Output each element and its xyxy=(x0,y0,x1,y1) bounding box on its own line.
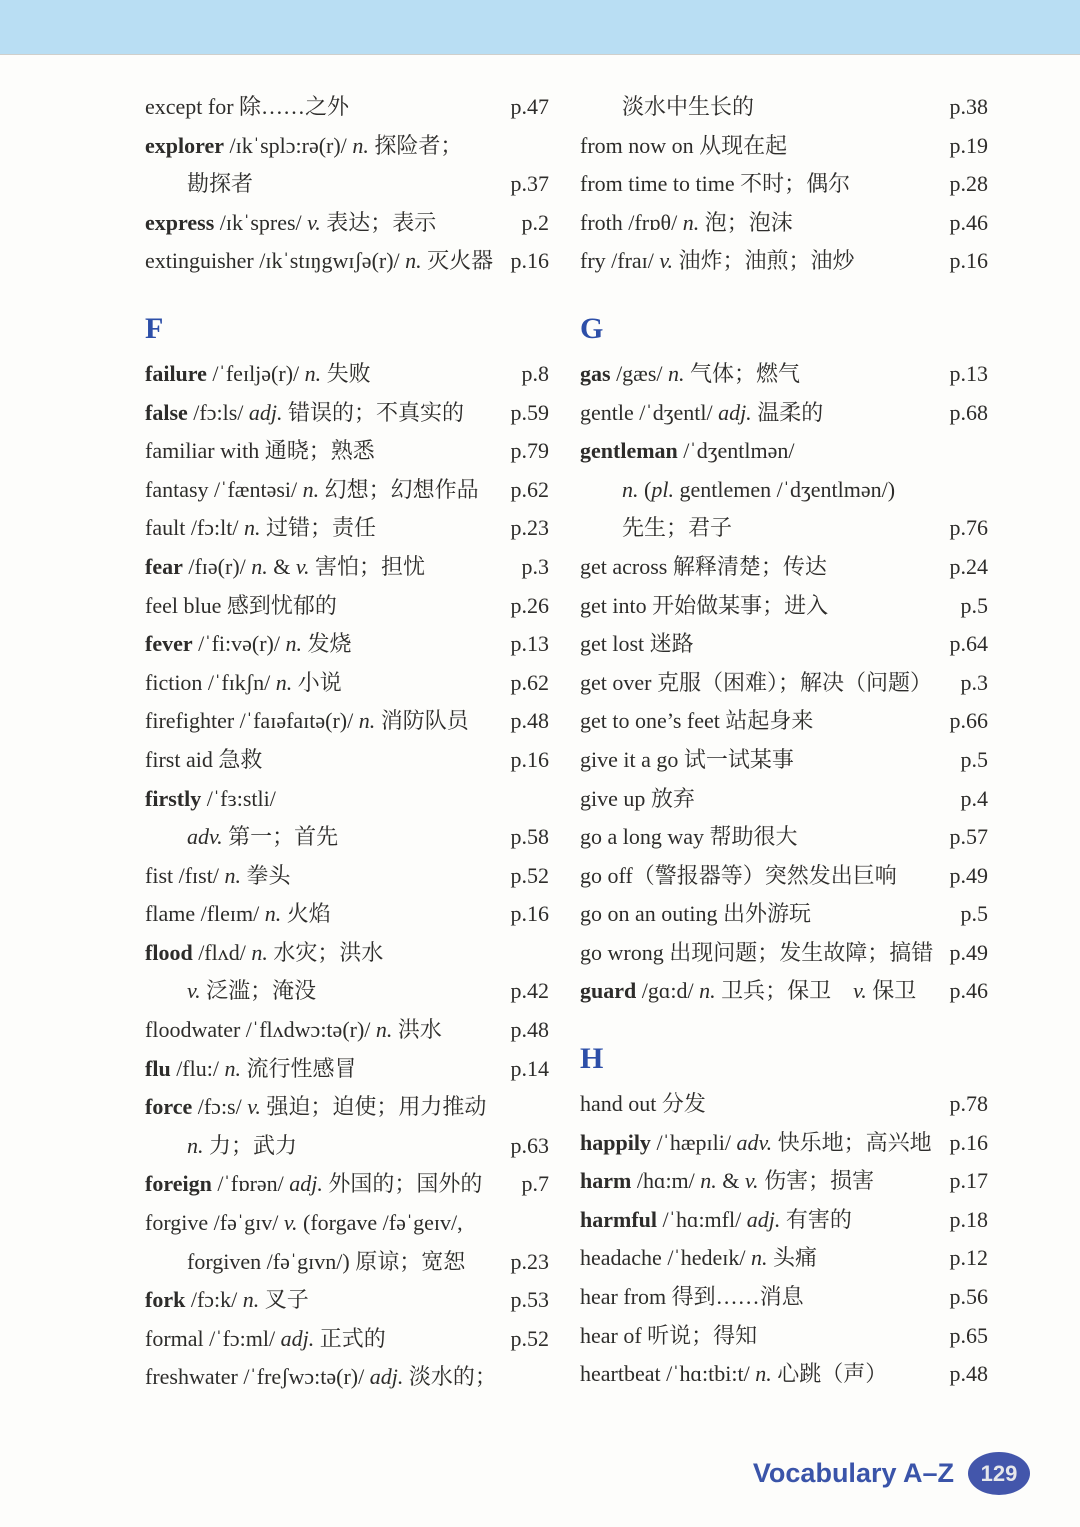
entry-text: gentle /ˈdʒentl/ adj. 温柔的 xyxy=(580,399,824,425)
page-reference: p.12 xyxy=(949,1245,988,1271)
entry-text: familiar with 通晓；熟悉 xyxy=(145,438,375,464)
entry-text: force /fɔ:s/ v. 强迫；迫使；用力推动 xyxy=(145,1094,487,1120)
vocab-entry xyxy=(145,394,549,433)
page-reference: p.16 xyxy=(510,248,549,274)
page-reference: p.62 xyxy=(510,476,549,502)
vocab-entry xyxy=(580,1239,988,1278)
vocab-entry xyxy=(580,127,988,166)
vocab-entry xyxy=(580,471,988,510)
page-reference: p.3 xyxy=(960,669,988,695)
page-footer xyxy=(753,1452,1030,1495)
vocab-entry xyxy=(145,1281,549,1320)
page-reference: p.48 xyxy=(510,1017,549,1043)
entry-text: go a long way 帮助很大 xyxy=(580,824,798,850)
vocab-entry xyxy=(145,780,549,819)
vocab-entry xyxy=(145,972,549,1011)
page-reference: p.76 xyxy=(949,515,988,541)
page-reference: p.16 xyxy=(949,1129,988,1155)
vocab-entry xyxy=(580,857,988,896)
vocab-entry xyxy=(145,587,549,626)
vocab-entry xyxy=(145,664,549,703)
page-reference: p.66 xyxy=(949,708,988,734)
vocab-entry xyxy=(145,127,549,166)
page-reference: p.13 xyxy=(510,631,549,657)
vocab-entry xyxy=(145,934,549,973)
entry-text: froth /frɒθ/ n. 泡；泡沫 xyxy=(580,209,793,235)
vocab-entry xyxy=(580,165,988,204)
page-reference: p.17 xyxy=(949,1168,988,1194)
entry-text: failure /ˈfeɪljə(r)/ n. 失败 xyxy=(145,360,371,386)
page-reference: p.42 xyxy=(510,978,549,1004)
page-reference: p.49 xyxy=(949,939,988,965)
vocab-entry xyxy=(145,88,549,127)
page-reference: p.16 xyxy=(949,248,988,274)
page-reference: p.7 xyxy=(521,1171,549,1197)
page-reference: p.53 xyxy=(510,1287,549,1313)
entry-text: explorer /ɪkˈsplɔ:rə(r)/ n. 探险者； xyxy=(145,132,463,158)
entry-text: 勘探者 xyxy=(187,171,254,197)
page-reference: p.62 xyxy=(510,669,549,695)
entry-text: from now on 从现在起 xyxy=(580,132,788,158)
vocab-entry xyxy=(145,895,549,934)
entry-text: n. (pl. gentlemen /ˈdʒentlmən/) xyxy=(622,476,896,502)
vocab-entry xyxy=(580,1201,988,1240)
vocab-entry xyxy=(580,355,988,394)
page-reference: p.24 xyxy=(949,553,988,579)
vocab-entry xyxy=(580,1278,988,1317)
entry-text: fantasy /ˈfæntəsi/ n. 幻想；幻想作品 xyxy=(145,476,479,502)
vocab-entry xyxy=(145,1088,549,1127)
entry-text: hear from 得到……消息 xyxy=(580,1284,804,1310)
entry-text: harm /hɑ:m/ n. & v. 伤害；损害 xyxy=(580,1168,875,1194)
page-reference: p.59 xyxy=(510,399,549,425)
page-reference: p.58 xyxy=(510,824,549,850)
footer-section-title: Vocabulary A–Z xyxy=(752,1458,954,1488)
page-reference: p.48 xyxy=(949,1361,988,1387)
entry-text: floodwater /ˈflʌdwɔ:tə(r)/ n. 洪水 xyxy=(145,1017,442,1043)
vocab-entry xyxy=(580,394,988,433)
vocab-entry xyxy=(145,1050,549,1089)
page-reference: p.13 xyxy=(949,360,988,386)
vocab-entry xyxy=(580,895,988,934)
vocab-entry xyxy=(580,204,988,243)
entry-text: happily /ˈhæpɪli/ adv. 快乐地；高兴地 xyxy=(580,1129,932,1155)
vocab-entry xyxy=(145,1165,549,1204)
vocab-entry xyxy=(580,242,988,281)
page-reference: p.56 xyxy=(949,1284,988,1310)
entry-text: harmful /ˈhɑ:mfl/ adj. 有害的 xyxy=(580,1206,852,1232)
entry-text: go on an outing 出外游玩 xyxy=(580,901,811,927)
page-top-band xyxy=(0,0,1080,55)
vocab-entry xyxy=(145,1127,549,1166)
vocab-entry xyxy=(580,1317,988,1356)
page-reference: p.16 xyxy=(510,901,549,927)
vocab-entry xyxy=(580,1355,988,1394)
entry-text: formal /ˈfɔ:ml/ adj. 正式的 xyxy=(145,1325,386,1351)
entry-text: get across 解释清楚；传达 xyxy=(580,553,827,579)
page-reference: p.37 xyxy=(510,171,549,197)
page-reference: p.3 xyxy=(521,553,549,579)
vocab-entry xyxy=(580,972,988,1011)
section-letter-F: F xyxy=(145,311,164,345)
page-reference: p.52 xyxy=(510,862,549,888)
entry-text: fiction /ˈfɪkʃn/ n. 小说 xyxy=(145,669,342,695)
page-reference: p.4 xyxy=(960,785,988,811)
page-reference: p.8 xyxy=(521,360,549,386)
entry-text: get over 克服（困难）；解决（问题） xyxy=(580,669,932,695)
entry-text: gas /gæs/ n. 气体；燃气 xyxy=(580,360,801,386)
entry-text: get to one’s feet 站起身来 xyxy=(580,708,814,734)
page-reference: p.79 xyxy=(510,438,549,464)
vocab-column-left xyxy=(145,88,549,1397)
entry-text: fear /fɪə(r)/ n. & v. 害怕；担忧 xyxy=(145,553,426,579)
entry-text: go off（警报器等）突然发出巨响 xyxy=(580,862,897,888)
entry-text: firstly /ˈfɜ:stli/ xyxy=(145,785,276,811)
entry-text: forgive /fəˈgɪv/ v. (forgave /fəˈgeɪv/, xyxy=(145,1210,463,1236)
entry-text: flood /flʌd/ n. 水灾；洪水 xyxy=(145,939,384,965)
entry-text: except for 除……之外 xyxy=(145,94,350,119)
section-letter-H: H xyxy=(580,1042,604,1076)
vocab-column-right xyxy=(580,88,988,1394)
vocab-entry xyxy=(145,625,549,664)
vocab-entry xyxy=(580,432,988,471)
entry-text: from time to time 不时；偶尔 xyxy=(580,171,851,197)
vocab-entry xyxy=(145,471,549,510)
entry-text: firefighter /ˈfaɪəfaɪtə(r)/ n. 消防队员 xyxy=(145,708,469,734)
vocab-entry xyxy=(580,88,988,127)
entry-text: feel blue 感到忧郁的 xyxy=(145,592,337,618)
entry-text: express /ɪkˈspres/ v. 表达；表示 xyxy=(145,209,437,235)
page-reference: p.26 xyxy=(510,592,549,618)
page-reference: p.2 xyxy=(521,209,549,235)
vocab-entry xyxy=(145,165,549,204)
entry-text: fry /fraɪ/ v. 油炸；油煎；油炒 xyxy=(580,248,855,274)
entry-text: flu /flu:/ n. 流行性感冒 xyxy=(145,1055,357,1081)
page-reference: p.47 xyxy=(510,94,549,119)
entry-text: 先生；君子 xyxy=(622,515,733,541)
vocab-entry xyxy=(580,1162,988,1201)
entry-text: v. 泛滥；淹没 xyxy=(187,978,317,1004)
entry-text: 淡水中生长的 xyxy=(622,94,755,119)
entry-text: fever /ˈfi:və(r)/ n. 发烧 xyxy=(145,631,352,657)
vocab-entry xyxy=(145,1011,549,1050)
page-number-badge: 129 xyxy=(968,1452,1030,1495)
entry-text: get lost 迷路 xyxy=(580,631,694,657)
page-reference: p.46 xyxy=(949,209,988,235)
vocab-entry xyxy=(580,780,988,819)
page-reference: p.19 xyxy=(949,132,988,158)
vocab-entry xyxy=(145,702,549,741)
page-reference: p.23 xyxy=(510,515,549,541)
entry-text: foreign /ˈfɒrən/ adj. 外国的；国外的 xyxy=(145,1171,483,1197)
vocab-entry xyxy=(145,548,549,587)
entry-text: adv. 第一；首先 xyxy=(187,824,339,850)
page-reference: p.14 xyxy=(510,1055,549,1081)
section-letter-G: G xyxy=(580,311,604,345)
vocab-entry xyxy=(145,1358,549,1397)
entry-text: give up 放弃 xyxy=(580,785,695,811)
vocab-entry xyxy=(145,1320,549,1359)
vocab-entry xyxy=(145,857,549,896)
vocab-entry xyxy=(580,587,988,626)
entry-text: flame /fleɪm/ n. 火焰 xyxy=(145,901,331,927)
page-reference: p.64 xyxy=(949,631,988,657)
vocab-entry xyxy=(580,934,988,973)
page-reference: p.63 xyxy=(510,1132,549,1158)
page-reference: p.38 xyxy=(949,94,988,119)
entry-text: headache /ˈhedeɪk/ n. 头痛 xyxy=(580,1245,818,1271)
page-reference: p.5 xyxy=(960,592,988,618)
vocab-entry xyxy=(580,1085,988,1124)
entry-text: false /fɔ:ls/ adj. 错误的；不真实的 xyxy=(145,399,465,425)
vocab-entry xyxy=(580,509,988,548)
page-reference: p.16 xyxy=(510,746,549,772)
entry-text: hand out 分发 xyxy=(580,1091,706,1117)
page-reference: p.65 xyxy=(949,1322,988,1348)
entry-text: gentleman /ˈdʒentlmən/ xyxy=(580,438,795,464)
page-reference: p.57 xyxy=(949,824,988,850)
vocab-entry xyxy=(145,242,549,281)
vocab-entry xyxy=(145,1204,549,1243)
entry-text: heartbeat /ˈhɑ:tbi:t/ n. 心跳（声） xyxy=(580,1361,888,1387)
page-reference: p.18 xyxy=(949,1206,988,1232)
vocab-entry xyxy=(580,818,988,857)
vocab-entry xyxy=(580,664,988,703)
entry-text: fault /fɔ:lt/ n. 过错；责任 xyxy=(145,515,376,541)
entry-text: extinguisher /ɪkˈstɪŋgwɪʃə(r)/ n. 灭火器 xyxy=(145,248,494,274)
page-reference: p.52 xyxy=(510,1325,549,1351)
vocab-entry xyxy=(145,741,549,780)
vocab-entry xyxy=(145,204,549,243)
page-reference: p.68 xyxy=(949,399,988,425)
entry-text: get into 开始做某事；进入 xyxy=(580,592,829,618)
entry-text: go wrong 出现问题；发生故障；搞错 xyxy=(580,939,934,965)
page-reference: p.48 xyxy=(510,708,549,734)
vocab-entry xyxy=(580,1124,988,1163)
vocab-entry xyxy=(580,702,988,741)
vocab-entry xyxy=(580,741,988,780)
entry-text: hear of 听说；得知 xyxy=(580,1322,758,1348)
entry-text: give it a go 试一试某事 xyxy=(580,746,794,772)
page-reference: p.46 xyxy=(949,978,988,1004)
entry-text: fist /fɪst/ n. 拳头 xyxy=(145,862,291,888)
vocab-entry xyxy=(145,509,549,548)
vocab-entry xyxy=(145,1243,549,1282)
page-reference: p.28 xyxy=(949,171,988,197)
page-reference: p.5 xyxy=(960,746,988,772)
entry-text: guard /gɑ:d/ n. 卫兵；保卫 v. 保卫 xyxy=(580,978,917,1004)
vocab-entry xyxy=(580,548,988,587)
entry-text: freshwater /ˈfreʃwɔ:tə(r)/ adj. 淡水的； xyxy=(145,1364,497,1390)
entry-text: first aid 急救 xyxy=(145,746,263,772)
entry-text: forgiven /fəˈgɪvn/) 原谅；宽恕 xyxy=(187,1248,466,1274)
page-reference: p.5 xyxy=(960,901,988,927)
page-reference: p.49 xyxy=(949,862,988,888)
vocab-entry xyxy=(145,355,549,394)
entry-text: fork /fɔ:k/ n. 叉子 xyxy=(145,1287,309,1313)
vocab-entry xyxy=(145,818,549,857)
entry-text: n. 力；武力 xyxy=(187,1132,298,1158)
page-reference: p.23 xyxy=(510,1248,549,1274)
vocab-entry xyxy=(580,625,988,664)
vocab-entry xyxy=(145,432,549,471)
page-reference: p.78 xyxy=(949,1091,988,1117)
